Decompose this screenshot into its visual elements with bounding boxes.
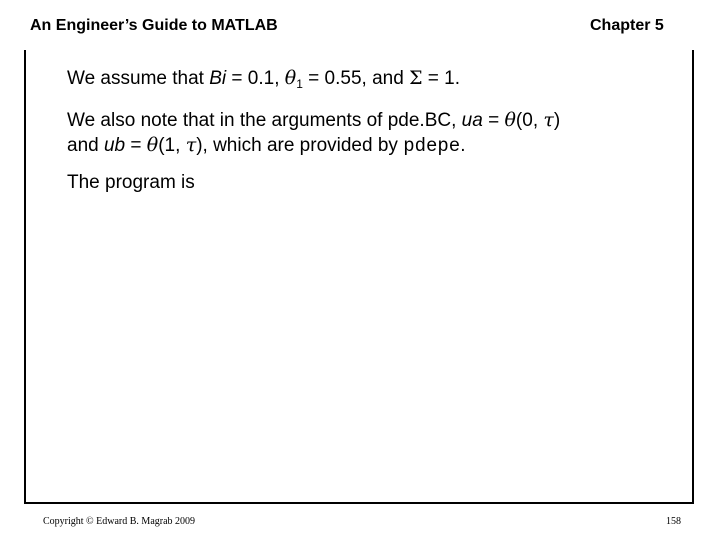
- text: (1,: [158, 135, 186, 156]
- code-pdepe: pdepe: [403, 135, 461, 157]
- text: ), which are provided by: [196, 135, 404, 156]
- text: = 0.55, and: [302, 68, 410, 89]
- text: =: [125, 135, 147, 156]
- text: .: [460, 135, 466, 156]
- ua-variable: ua: [461, 110, 483, 131]
- paragraph-line-1: [67, 108, 560, 133]
- paragraph-boundary-note: [67, 108, 560, 158]
- text: ): [553, 110, 561, 131]
- page-number: 158: [666, 516, 681, 527]
- text: We also note that in the arguments of pde.BC,: [67, 110, 462, 131]
- text: = 1.: [422, 68, 460, 89]
- paragraph-assumptions: [67, 66, 460, 96]
- sigma-symbol: Σ: [409, 67, 423, 89]
- text: We assume that: [67, 68, 210, 89]
- theta-symbol: θ: [504, 109, 516, 131]
- tau-symbol: τ: [185, 134, 197, 156]
- theta-symbol: θ: [284, 67, 297, 89]
- subscript: 1: [296, 77, 303, 91]
- theta-symbol: θ: [146, 134, 159, 156]
- paragraph-program-intro: The program is: [67, 172, 195, 193]
- text: =: [482, 110, 505, 131]
- chapter-label: Chapter 5: [590, 17, 664, 34]
- tau-symbol: τ: [543, 109, 554, 131]
- paragraph-line-2: [67, 133, 560, 158]
- text: and: [67, 135, 104, 156]
- text: = 0.1,: [226, 68, 285, 89]
- ub-variable: ub: [103, 135, 126, 156]
- bi-variable: Bi: [209, 68, 227, 89]
- header-title: An Engineer’s Guide to MATLAB: [30, 17, 278, 34]
- copyright-footer: Copyright © Edward B. Magrab 2009: [43, 516, 196, 527]
- text: (0,: [515, 110, 544, 131]
